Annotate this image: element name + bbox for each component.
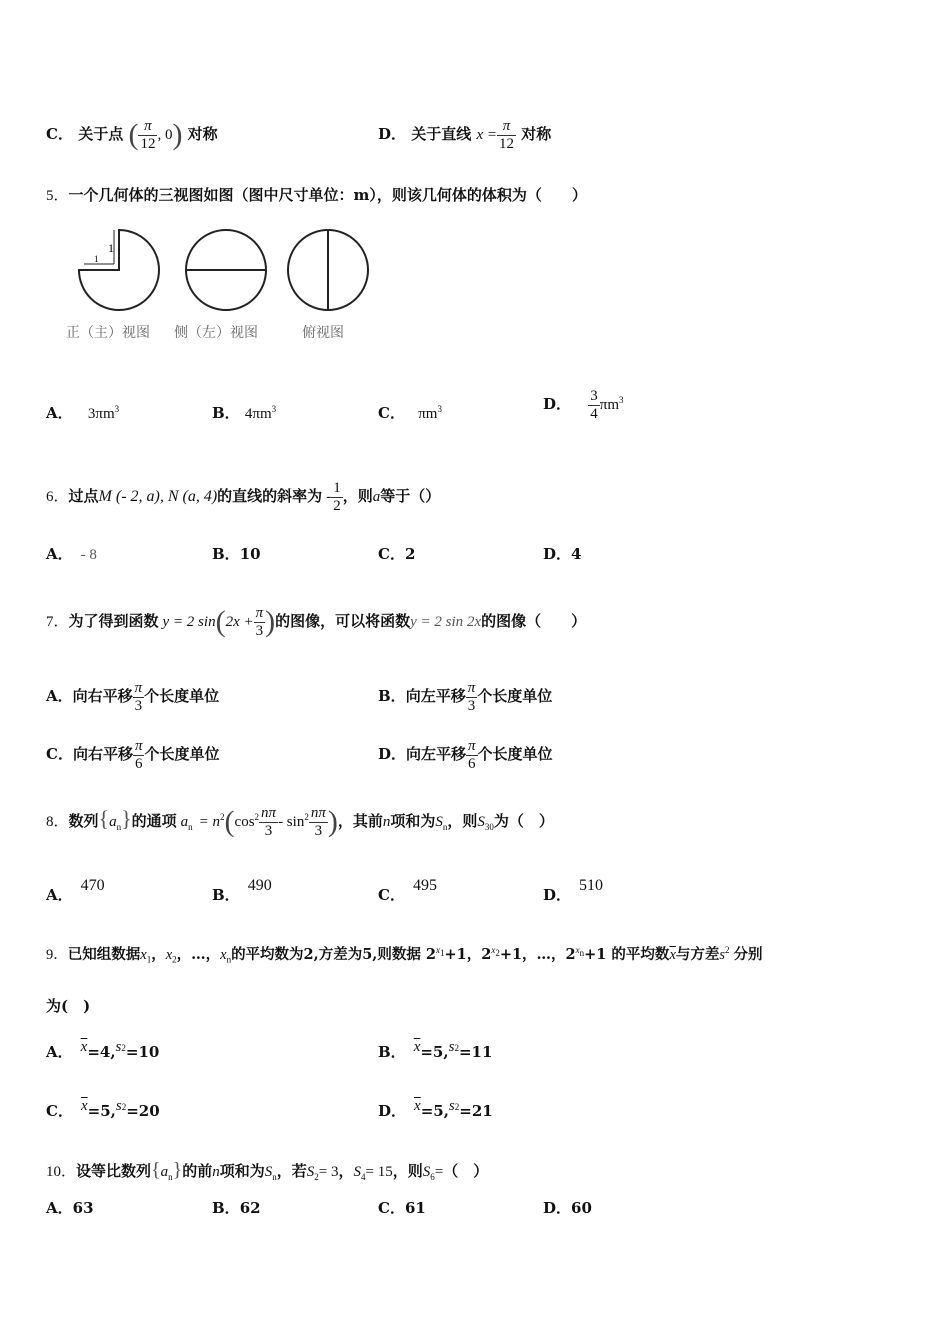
dim-label-horizontal: 1 <box>94 254 99 264</box>
variance-symbol: s <box>115 1039 122 1055</box>
q9-option-d <box>378 1099 493 1119</box>
math-var: a <box>180 814 189 830</box>
fraction <box>138 118 157 152</box>
separator: ， <box>151 945 166 963</box>
math-value: = <box>434 1164 444 1180</box>
frac-num: 1 <box>333 480 341 496</box>
option-letter: A． <box>46 1199 73 1217</box>
q7-option-a <box>46 680 219 714</box>
option-letter: D． <box>378 745 407 763</box>
option-letter: A． <box>46 687 73 705</box>
frac-den: 2 <box>333 497 341 514</box>
option-value: 510 <box>579 877 604 894</box>
question-text: +1，…，2 <box>499 945 576 963</box>
option-text: 个长度单位 <box>144 687 220 705</box>
question-text: 过点 <box>68 487 99 505</box>
option-letter: D． <box>543 545 572 563</box>
question-text: ，若 <box>276 1162 307 1180</box>
option-letter: D． <box>378 125 407 143</box>
option-text: 关于直线 <box>411 125 472 143</box>
option-text: 个长度单位 <box>477 687 553 705</box>
question-text: ，则 <box>447 812 478 830</box>
point-coord: , 0 <box>157 127 173 143</box>
math-inner: 2x + <box>225 614 254 630</box>
option-text: 向右平移 <box>72 687 133 705</box>
mean-symbol: $\overline{x}$ <box>80 1098 88 1114</box>
question-text: 的前 <box>182 1162 213 1180</box>
subscript: n <box>168 1172 173 1182</box>
superscript: 2 <box>121 1102 127 1112</box>
math-var: S <box>306 1164 315 1180</box>
q10-option-c <box>378 1201 426 1216</box>
separator: ， <box>338 1162 354 1180</box>
three-view-figure <box>64 222 384 356</box>
option-text: 关于点 <box>78 125 124 143</box>
question-8 <box>46 805 554 839</box>
question-text: 与方差 <box>675 945 720 963</box>
fraction <box>254 605 266 639</box>
fraction <box>133 738 145 772</box>
option-letter: D． <box>543 1199 572 1217</box>
q4-option-d <box>378 118 551 152</box>
superscript: 2 <box>220 812 225 822</box>
option-value: 60 <box>571 1199 592 1217</box>
option-value: 495 <box>412 877 437 894</box>
q9-option-b <box>378 1040 492 1060</box>
math-var: x <box>140 946 147 963</box>
frac-den: 6 <box>468 755 476 772</box>
side-view-label: 侧（左）视图 <box>174 325 258 341</box>
fraction <box>133 680 145 714</box>
question-text: ，其前 <box>337 812 383 830</box>
variance-symbol: s <box>719 946 726 963</box>
math-var: S <box>422 1164 431 1180</box>
q7-option-d <box>378 738 553 772</box>
question-text: （ ） <box>443 1162 489 1180</box>
frac-num: nπ <box>310 805 326 821</box>
frac-num: π <box>467 680 476 696</box>
question-text: 的直线的斜率为 <box>217 487 323 505</box>
question-text: +1，2 <box>444 945 492 963</box>
question-text: 数列 <box>68 812 99 830</box>
frac-num: nπ <box>261 805 277 821</box>
question-number: 10． <box>46 1164 77 1180</box>
option-text: 个长度单位 <box>477 745 553 763</box>
fraction <box>466 680 478 714</box>
question-text: 为了得到函数 <box>68 612 159 630</box>
question-text: 的图像，可以将函数 <box>275 612 411 630</box>
math-sign: - <box>326 489 332 505</box>
right-paren: ) <box>265 605 276 638</box>
option-text: 向左平移 <box>405 687 466 705</box>
fraction <box>588 388 600 422</box>
exponent-var: x <box>491 945 496 955</box>
right-brace: } <box>121 806 132 831</box>
frac-num: π <box>138 118 157 136</box>
option-value: =4, <box>87 1043 116 1061</box>
fraction <box>497 118 516 152</box>
option-value: πm <box>599 397 619 413</box>
subscript: n <box>226 954 232 965</box>
math-points: M (- 2, a), N (a, 4) <box>98 488 218 505</box>
fraction <box>466 738 478 772</box>
option-value: =10 <box>125 1043 160 1061</box>
option-letter: D． <box>378 1102 407 1120</box>
left-paren: ( <box>215 605 226 638</box>
right-brace: } <box>172 1159 183 1181</box>
math-expr: = n <box>198 814 221 830</box>
q8-option-c <box>378 878 437 903</box>
option-letter: C． <box>46 745 73 763</box>
front-view-label: 正（主）视图 <box>66 325 150 341</box>
question-9-line2 <box>46 999 90 1014</box>
question-text: 项和为 <box>390 812 436 830</box>
q7-option-c <box>46 738 220 772</box>
math-func: cos <box>234 814 255 830</box>
frac-den: 3 <box>134 697 143 714</box>
option-letter: C． <box>46 125 73 143</box>
option-letter: C． <box>378 404 405 422</box>
option-value: =5, <box>420 1043 449 1061</box>
q8-option-d <box>543 878 603 903</box>
frac-num: π <box>497 118 516 136</box>
math-var: x <box>165 946 173 963</box>
math-var: a <box>109 814 117 830</box>
variance-symbol: s <box>448 1098 455 1114</box>
question-text: 设等比数列 <box>76 1162 152 1180</box>
q6-option-a <box>46 547 97 563</box>
math-var: n <box>212 1164 220 1180</box>
fraction <box>309 805 328 839</box>
question-number: 6． <box>46 489 69 505</box>
math-func: y = 2 sin 2x <box>410 614 482 630</box>
variance-symbol: s <box>448 1039 455 1055</box>
subscript: 4 <box>361 1172 366 1182</box>
option-letter: C． <box>378 886 405 904</box>
option-value: =21 <box>459 1102 493 1120</box>
math-value: = 3 <box>318 1164 339 1180</box>
superscript: 2 <box>454 1102 460 1112</box>
superscript: 3 <box>619 395 624 405</box>
option-letter: D． <box>543 395 572 413</box>
question-text: 分别 <box>733 945 763 963</box>
math-var: S <box>435 814 443 830</box>
mean-symbol: $\overline{x}$ <box>80 1039 88 1055</box>
frac-num: π <box>468 738 476 754</box>
question-text: 为（ ） <box>493 812 554 830</box>
left-brace: { <box>151 1159 161 1181</box>
question-number: 7． <box>46 614 69 630</box>
question-text: 的平均数为2,方差为5,则数据 2 <box>231 945 436 963</box>
math-var: S <box>477 814 485 830</box>
option-text: 对称 <box>187 125 218 143</box>
option-value: 4πm <box>244 406 272 422</box>
option-letter: B． <box>378 1043 406 1061</box>
option-value: =5, <box>87 1102 116 1120</box>
option-value: 490 <box>247 877 272 894</box>
q10-option-d <box>543 1201 592 1216</box>
option-value: 10 <box>239 545 261 563</box>
math-value: = 15 <box>365 1164 393 1180</box>
superscript: 2 <box>254 812 260 822</box>
superscript: 3 <box>114 404 120 414</box>
q6-option-b <box>212 547 261 562</box>
superscript: 3 <box>437 404 442 414</box>
superscript: 2 <box>304 812 309 822</box>
subscript: 2 <box>495 947 500 958</box>
q6-option-c <box>378 547 415 562</box>
superscript: 2 <box>121 1043 126 1053</box>
option-letter: B． <box>378 687 406 705</box>
option-text: 对称 <box>521 125 552 143</box>
question-text: 已知组数据 <box>67 945 141 963</box>
frac-den: 3 <box>467 697 476 714</box>
variance-symbol: s <box>115 1098 122 1114</box>
q9-option-a <box>46 1040 159 1060</box>
option-letter: A． <box>46 404 73 422</box>
option-value: =20 <box>126 1102 160 1120</box>
subscript: 1 <box>439 947 445 958</box>
q5-option-d <box>543 388 624 422</box>
exponent-var: x <box>435 945 440 955</box>
superscript: 3 <box>271 404 277 414</box>
option-value: - 8 <box>80 547 97 563</box>
option-letter: B． <box>212 545 240 563</box>
question-text: +1 的平均数 <box>584 945 670 963</box>
subscript: 2 <box>172 954 177 965</box>
question-text: 的通项 <box>131 812 177 830</box>
option-value: 3πm <box>87 406 115 422</box>
question-text: 等于（） <box>380 487 441 505</box>
math-var: a <box>372 489 381 505</box>
frac-den: 3 <box>255 622 264 639</box>
option-value: 62 <box>239 1199 261 1217</box>
option-value: 63 <box>72 1199 94 1217</box>
exponent-var: x <box>575 945 580 955</box>
subscript: 6 <box>430 1172 435 1182</box>
option-text: 向右平移 <box>72 745 133 763</box>
math-var: x <box>220 946 227 963</box>
option-value: 61 <box>404 1199 426 1217</box>
question-number: 8． <box>46 814 69 830</box>
option-letter: A． <box>46 1043 73 1061</box>
frac-num: 3 <box>590 388 598 404</box>
right-paren: ) <box>327 805 338 838</box>
q5-option-a <box>46 405 119 422</box>
question-number: 9． <box>46 946 68 963</box>
subscript: 2 <box>314 1172 319 1182</box>
option-letter: C． <box>378 545 405 563</box>
q10-option-a <box>46 1201 94 1216</box>
frac-den: 6 <box>134 755 143 772</box>
left-paren: ( <box>128 118 139 151</box>
left-paren: ( <box>224 805 235 838</box>
q8-option-a <box>46 878 105 903</box>
dim-label-vertical: 1 <box>108 241 114 255</box>
subscript: n <box>579 947 585 958</box>
subscript: 1 <box>146 954 152 965</box>
question-text: 为( ) <box>46 997 91 1015</box>
question-text: ，则 <box>342 487 373 505</box>
question-10 <box>46 1160 488 1182</box>
math-func: - sin <box>278 814 305 830</box>
frac-num: π <box>134 680 143 696</box>
option-value: 2 <box>404 545 416 563</box>
option-letter: C． <box>378 1199 405 1217</box>
option-value: 470 <box>80 877 105 894</box>
math-var: S <box>264 1164 273 1180</box>
superscript: 2 <box>725 945 730 955</box>
subscript: n <box>272 1172 277 1182</box>
q5-option-c <box>378 405 442 422</box>
option-text: 向左平移 <box>406 745 467 763</box>
option-letter: B． <box>212 886 240 904</box>
question-number: 5． <box>46 188 69 204</box>
option-letter: B． <box>212 404 240 422</box>
frac-den: 12 <box>140 135 156 152</box>
separator: ，…， <box>176 945 221 963</box>
question-7 <box>46 605 586 639</box>
option-letter: D． <box>543 886 572 904</box>
question-5 <box>46 188 587 204</box>
q5-option-b <box>212 405 276 422</box>
mean-symbol: $\overline{x}$ <box>669 946 676 963</box>
subscript: n <box>442 822 448 832</box>
mean-symbol: $\overline{x}$ <box>413 1039 421 1055</box>
option-value: =5, <box>420 1102 449 1120</box>
right-paren: ) <box>172 118 183 151</box>
frac-num: π <box>134 738 143 754</box>
question-6 <box>46 480 440 514</box>
subscript: 30 <box>484 822 494 832</box>
fraction <box>259 805 278 839</box>
fraction <box>331 480 343 514</box>
question-text: 的图像（ ） <box>481 612 587 630</box>
q10-option-b <box>212 1201 261 1216</box>
option-text: 个长度单位 <box>144 745 220 763</box>
option-letter: C． <box>46 1102 73 1120</box>
q8-option-b <box>212 878 272 903</box>
math-var: n <box>382 814 391 830</box>
option-value: =11 <box>458 1043 493 1061</box>
frac-den: 12 <box>499 135 515 152</box>
q9-option-c <box>46 1099 160 1119</box>
subscript: n <box>188 822 193 832</box>
frac-num: π <box>255 605 264 621</box>
q4-option-c <box>46 118 218 152</box>
question-text: ，则 <box>392 1162 423 1180</box>
option-letter: B． <box>212 1199 240 1217</box>
option-letter: A． <box>46 886 73 904</box>
left-brace: { <box>98 806 110 831</box>
math-var: x = <box>476 127 498 143</box>
math-var: S <box>353 1164 362 1180</box>
frac-den: 3 <box>314 822 323 839</box>
option-value: 4 <box>571 545 582 563</box>
frac-den: 4 <box>590 405 598 422</box>
math-var: a <box>160 1164 169 1180</box>
frac-den: 3 <box>264 822 273 839</box>
q6-option-d <box>543 547 581 562</box>
question-9 <box>46 946 763 965</box>
option-value: πm <box>418 406 438 422</box>
superscript: 2 <box>454 1043 459 1053</box>
mean-symbol: $\overline{x}$ <box>414 1098 421 1114</box>
option-letter: A． <box>46 545 73 563</box>
q7-option-b <box>378 680 552 714</box>
question-text: 一个几何体的三视图如图（图中尺寸单位：m），则该几何体的体积为（ ） <box>68 186 587 204</box>
subscript: n <box>116 822 122 832</box>
question-text: 项和为 <box>219 1162 265 1180</box>
top-view-label: 俯视图 <box>302 325 344 341</box>
math-func: y = 2 sin <box>162 614 216 630</box>
